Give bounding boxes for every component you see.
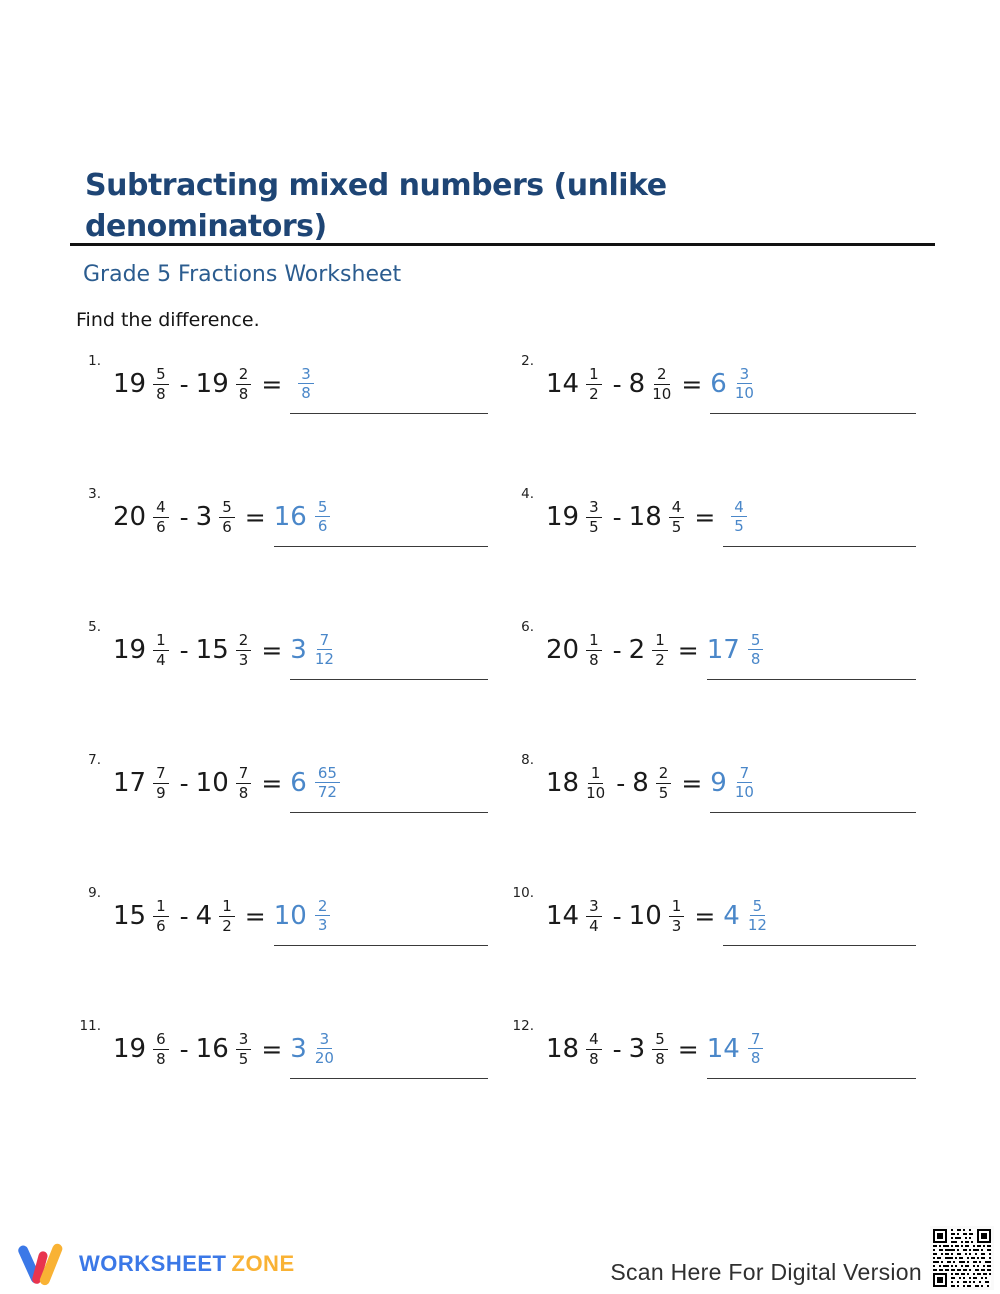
minuend-whole: 14: [546, 369, 580, 399]
subtrahend-numerator: 5: [219, 499, 235, 518]
minuend-fraction: [153, 898, 169, 934]
subtrahend-denominator: 8: [238, 783, 249, 802]
answer-blank[interactable]: [707, 620, 916, 680]
minuend-fraction: [153, 765, 169, 801]
minuend-denominator: 4: [156, 650, 166, 669]
minuend-whole: 20: [113, 502, 147, 532]
answer-fraction: [315, 499, 331, 535]
problem-expression: [113, 753, 508, 813]
minus-sign: -: [616, 768, 626, 798]
minuend-denominator: 9: [156, 783, 166, 802]
answer-numerator: 3: [737, 366, 753, 385]
problem-expression: [113, 487, 508, 547]
answer-fraction: [748, 1031, 764, 1067]
answer-whole: 10: [273, 900, 307, 931]
problem-item: [75, 483, 508, 616]
subtrahend-fraction: [652, 1031, 668, 1067]
answer-numerator: 65: [315, 765, 340, 784]
subtrahend-whole: 18: [628, 502, 662, 532]
minuend-denominator: 6: [156, 517, 166, 536]
minuend-fraction: [586, 1031, 602, 1067]
problem-expression: [546, 886, 936, 946]
minus-sign: -: [612, 901, 622, 931]
minuend-fraction: [586, 499, 602, 535]
minuend-fraction: [586, 632, 602, 668]
equals-sign: =: [261, 635, 283, 665]
answer-whole: 16: [273, 501, 307, 532]
minuend-whole: 19: [113, 369, 147, 399]
equals-sign: =: [681, 369, 703, 399]
subtrahend-fraction: [652, 366, 671, 402]
worksheet-subtitle: Grade 5 Fractions Worksheet: [83, 262, 402, 287]
subtrahend-numerator: 2: [654, 366, 670, 385]
answer-blank[interactable]: [274, 487, 488, 547]
equals-sign: =: [244, 502, 266, 532]
answer-numerator: 3: [298, 366, 314, 385]
subtrahend-numerator: 1: [669, 898, 685, 917]
qr-code: [930, 1226, 994, 1290]
answer-denominator: 3: [317, 916, 328, 934]
answer-whole: 4: [723, 900, 740, 931]
subtrahend-whole: 19: [195, 369, 229, 399]
answer-whole: 14: [706, 1033, 740, 1064]
subtrahend-whole: 4: [195, 901, 213, 931]
subtrahend-fraction: [236, 1031, 252, 1067]
minuend-numerator: 3: [586, 499, 602, 518]
answer-fraction: [315, 632, 334, 668]
subtrahend-whole: 15: [195, 635, 229, 665]
answer-whole: 3: [290, 1033, 307, 1064]
subtrahend-denominator: 10: [652, 384, 672, 403]
minuend-whole: 18: [546, 768, 580, 798]
minuend-denominator: 4: [589, 916, 599, 935]
subtrahend-fraction: [669, 898, 685, 934]
answer-whole: 6: [710, 368, 727, 399]
problem-expression: [113, 620, 508, 680]
equals-sign: =: [694, 901, 716, 931]
answer-whole: 6: [290, 767, 307, 798]
minuend-whole: 20: [546, 635, 580, 665]
answer-numerator: 7: [748, 1031, 764, 1050]
answer-denominator: 5: [734, 517, 744, 535]
problems-grid: [75, 350, 936, 1148]
answer-fraction: [315, 898, 331, 934]
minuend-numerator: 7: [153, 765, 169, 784]
answer-denominator: 8: [750, 1049, 761, 1067]
logo-word-zone: ZONE: [231, 1251, 295, 1276]
problem-number: 1.: [88, 353, 101, 369]
minus-sign: -: [612, 1034, 622, 1064]
problem-expression: [113, 1019, 508, 1079]
problem-expression: [546, 354, 936, 414]
problem-item: [75, 1015, 508, 1148]
answer-numerator: 5: [748, 632, 764, 651]
minus-sign: -: [179, 502, 189, 532]
problem-item: [508, 882, 936, 1015]
answer-blank[interactable]: [290, 753, 488, 813]
answer-whole: 3: [290, 634, 307, 665]
problem-item: [75, 882, 508, 1015]
subtrahend-numerator: 5: [652, 1031, 668, 1050]
equals-sign: =: [694, 502, 716, 532]
problem-item: [508, 483, 936, 616]
subtrahend-denominator: 8: [655, 1049, 665, 1068]
answer-denominator: 12: [747, 916, 767, 934]
answer-fraction: [315, 765, 340, 801]
minuend-denominator: 8: [589, 650, 599, 669]
problem-expression: [546, 620, 936, 680]
equals-sign: =: [261, 1034, 283, 1064]
answer-numerator: 3: [317, 1031, 333, 1050]
answer-blank[interactable]: [723, 886, 916, 946]
subtrahend-whole: 2: [628, 635, 646, 665]
problem-number: 2.: [521, 353, 534, 369]
minuend-whole: 17: [113, 768, 147, 798]
minuend-numerator: 1: [153, 632, 169, 651]
answer-fraction: [731, 499, 747, 535]
problem-item: [75, 749, 508, 882]
subtrahend-numerator: 7: [236, 765, 252, 784]
minus-sign: -: [612, 502, 622, 532]
problem-number: 3.: [88, 486, 101, 502]
page-title: [85, 166, 805, 247]
answer-numerator: 5: [315, 499, 331, 518]
problem-item: [508, 1015, 936, 1148]
subtrahend-numerator: 3: [236, 1031, 252, 1050]
answer-fraction: [735, 366, 754, 402]
answer-numerator: 2: [315, 898, 331, 917]
minuend-fraction: [153, 366, 169, 402]
answer-fraction: [315, 1031, 334, 1067]
subtrahend-numerator: 1: [652, 632, 668, 651]
answer-denominator: 10: [734, 783, 754, 801]
answer-denominator: 6: [317, 517, 328, 535]
answer-denominator: 8: [301, 384, 311, 402]
footer-scan-area: [610, 1226, 994, 1290]
page-title-line2: denominators): [85, 208, 327, 244]
minuend-fraction: [153, 632, 169, 668]
problem-expression: [546, 487, 936, 547]
minuend-denominator: 8: [589, 1049, 599, 1068]
minuend-fraction: [153, 1031, 169, 1067]
minuend-fraction: [153, 499, 169, 535]
subtrahend-whole: 10: [195, 768, 229, 798]
equals-sign: =: [261, 369, 283, 399]
answer-denominator: 72: [317, 783, 337, 801]
answer-blank[interactable]: [707, 1019, 916, 1079]
problem-number: 5.: [88, 619, 101, 635]
problem-item: [508, 749, 936, 882]
problem-number: 6.: [521, 619, 534, 635]
subtrahend-denominator: 6: [222, 517, 232, 536]
subtrahend-fraction: [219, 499, 235, 535]
answer-numerator: 4: [731, 499, 747, 518]
minuend-denominator: 8: [156, 384, 166, 403]
answer-whole: 17: [706, 634, 740, 665]
answer-denominator: 20: [314, 1049, 334, 1067]
answer-fraction: [748, 632, 764, 668]
subtrahend-denominator: 5: [671, 517, 682, 536]
answer-blank[interactable]: [274, 886, 488, 946]
minuend-denominator: 5: [589, 517, 599, 536]
minus-sign: -: [179, 901, 189, 931]
subtrahend-whole: 16: [195, 1034, 229, 1064]
subtrahend-whole: 3: [195, 502, 213, 532]
minuend-numerator: 4: [586, 1031, 602, 1050]
minuend-whole: 19: [546, 502, 580, 532]
subtrahend-denominator: 8: [238, 384, 249, 403]
answer-denominator: 10: [734, 384, 754, 402]
equals-sign: =: [244, 901, 266, 931]
problem-expression: [113, 886, 508, 946]
problem-number: 8.: [521, 752, 534, 768]
minuend-numerator: 1: [586, 366, 602, 385]
subtrahend-denominator: 2: [222, 916, 232, 935]
problem-number: 4.: [521, 486, 534, 502]
subtrahend-denominator: 3: [671, 916, 682, 935]
scan-here-text: Scan Here For Digital Version: [610, 1259, 922, 1285]
minuend-numerator: 3: [586, 898, 602, 917]
subtrahend-numerator: 2: [656, 765, 672, 784]
answer-blank[interactable]: [290, 1019, 488, 1079]
minuend-denominator: 10: [586, 783, 606, 802]
minuend-denominator: 8: [156, 1049, 166, 1068]
subtrahend-whole: 3: [628, 1034, 646, 1064]
problem-expression: [546, 753, 936, 813]
answer-fraction: [735, 765, 754, 801]
problem-number: 10.: [512, 885, 534, 901]
equals-sign: =: [261, 768, 283, 798]
minuend-numerator: 1: [586, 632, 602, 651]
answer-fraction: [298, 366, 314, 402]
subtrahend-denominator: 5: [658, 783, 669, 802]
answer-blank[interactable]: [290, 354, 488, 414]
subtrahend-fraction: [236, 366, 252, 402]
page-title-line1: Subtracting mixed numbers (unlike: [85, 168, 667, 203]
problem-number: 12.: [512, 1018, 534, 1034]
subtrahend-numerator: 2: [236, 632, 252, 651]
logo-w-icon: [16, 1240, 70, 1288]
minus-sign: -: [612, 369, 622, 399]
minus-sign: -: [179, 635, 189, 665]
minuend-whole: 14: [546, 901, 580, 931]
answer-blank[interactable]: [710, 354, 916, 414]
minuend-fraction: [586, 765, 605, 801]
title-divider: [70, 243, 935, 246]
answer-fraction: [748, 898, 767, 934]
subtrahend-fraction: [669, 499, 685, 535]
problem-item: [508, 350, 936, 483]
problem-expression: [546, 1019, 936, 1079]
answer-blank[interactable]: [710, 753, 916, 813]
subtrahend-fraction: [236, 765, 252, 801]
minuend-numerator: 1: [588, 765, 604, 784]
subtrahend-whole: 10: [628, 901, 662, 931]
subtrahend-denominator: 5: [238, 1049, 249, 1068]
problem-item: [75, 616, 508, 749]
worksheetzone-logo: [16, 1240, 295, 1288]
minuend-denominator: 2: [589, 384, 599, 403]
problem-item: [75, 350, 508, 483]
subtrahend-whole: 8: [632, 768, 649, 798]
answer-numerator: 7: [317, 632, 333, 651]
minuend-numerator: 5: [153, 366, 169, 385]
subtrahend-fraction: [236, 632, 252, 668]
subtrahend-denominator: 2: [655, 650, 665, 669]
minus-sign: -: [179, 1034, 189, 1064]
minus-sign: -: [179, 369, 189, 399]
subtrahend-numerator: 4: [669, 499, 685, 518]
answer-numerator: 7: [737, 765, 753, 784]
answer-blank[interactable]: [723, 487, 916, 547]
answer-denominator: 8: [750, 650, 761, 668]
subtrahend-numerator: 2: [236, 366, 252, 385]
logo-word-worksheet: WORKSHEET: [79, 1251, 227, 1276]
problem-number: 7.: [88, 752, 101, 768]
equals-sign: =: [677, 635, 699, 665]
minuend-fraction: [586, 898, 602, 934]
minuend-denominator: 6: [156, 916, 166, 935]
minus-sign: -: [612, 635, 622, 665]
minuend-whole: 19: [113, 635, 147, 665]
problem-expression: [113, 354, 508, 414]
minuend-fraction: [586, 366, 602, 402]
equals-sign: =: [677, 1034, 699, 1064]
answer-blank[interactable]: [290, 620, 488, 680]
problem-number: 11.: [79, 1018, 101, 1034]
minuend-numerator: 1: [153, 898, 169, 917]
minuend-whole: 15: [113, 901, 147, 931]
logo-wordmark: [79, 1251, 295, 1277]
answer-numerator: 5: [750, 898, 766, 917]
subtrahend-numerator: 1: [219, 898, 235, 917]
minuend-whole: 19: [113, 1034, 147, 1064]
subtrahend-fraction: [656, 765, 672, 801]
subtrahend-denominator: 3: [238, 650, 249, 669]
answer-denominator: 12: [314, 650, 334, 668]
subtrahend-fraction: [219, 898, 235, 934]
problem-item: [508, 616, 936, 749]
instruction-text: Find the difference.: [76, 309, 260, 331]
problem-number: 9.: [88, 885, 101, 901]
equals-sign: =: [681, 768, 703, 798]
minus-sign: -: [179, 768, 189, 798]
answer-whole: 9: [710, 767, 727, 798]
minuend-whole: 18: [546, 1034, 580, 1064]
minuend-numerator: 6: [153, 1031, 169, 1050]
subtrahend-fraction: [652, 632, 668, 668]
subtrahend-whole: 8: [628, 369, 646, 399]
minuend-numerator: 4: [153, 499, 169, 518]
